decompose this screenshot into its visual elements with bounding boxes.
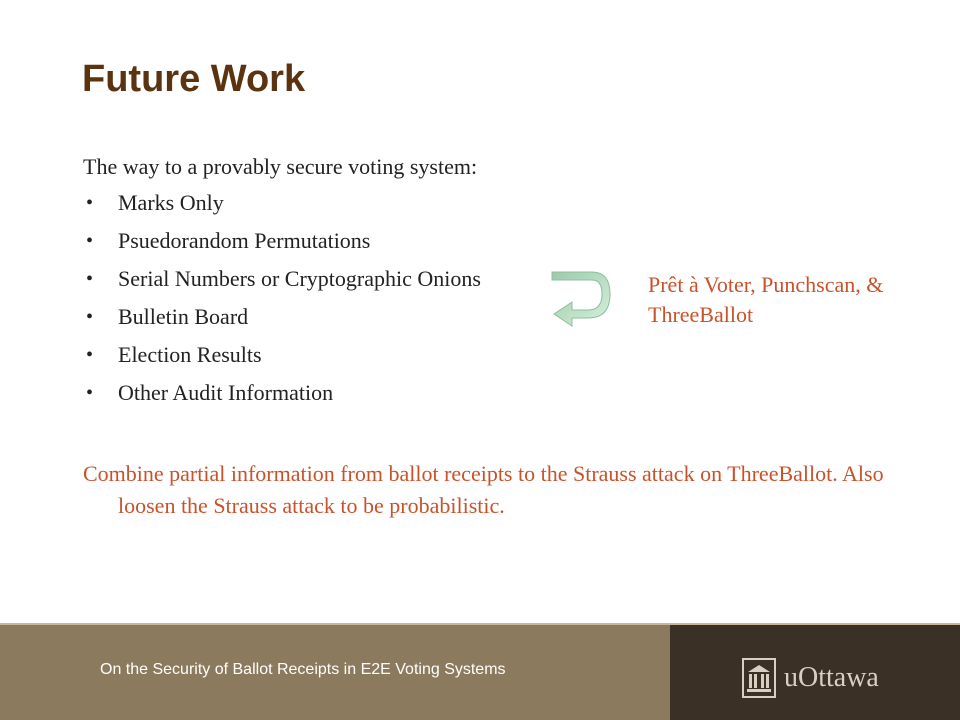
bullet-text: Election Results xyxy=(118,342,262,367)
list-item xyxy=(83,226,643,264)
curved-arrow-icon xyxy=(548,268,618,330)
bullet-icon: • xyxy=(86,382,94,404)
list-item xyxy=(83,340,643,378)
bullet-text: Serial Numbers or Cryptographic Onions xyxy=(118,266,481,291)
side-note: Prêt à Voter, Punchscan, & ThreeBallot xyxy=(648,272,884,327)
list-item xyxy=(83,378,643,416)
intro-text: The way to a provably secure voting system: xyxy=(83,154,478,179)
bullet-icon: • xyxy=(86,192,94,214)
bullet-icon: • xyxy=(86,344,94,366)
slide-title: Future Work xyxy=(82,58,306,100)
list-item xyxy=(83,188,643,226)
bullet-text: Marks Only xyxy=(118,190,224,215)
bullet-text: Psuedorandom Permutations xyxy=(118,228,371,253)
building-icon xyxy=(742,658,776,698)
conclusion-text: Combine partial information from ballot receipts to the Strauss attack on ThreeBallot. Also loosen the Strauss attack to be probabilistic. xyxy=(83,461,884,518)
bullet-text: Other Audit Information xyxy=(118,380,334,405)
logo-text: uOttawa xyxy=(784,662,879,693)
footer-text: On the Security of Ballot Receipts in E2E Voting Systems xyxy=(100,661,506,678)
bullet-icon: • xyxy=(86,230,94,252)
university-logo xyxy=(742,657,879,699)
bullet-icon: • xyxy=(86,268,94,290)
bullet-icon: • xyxy=(86,306,94,328)
bullet-text: Bulletin Board xyxy=(118,304,249,329)
